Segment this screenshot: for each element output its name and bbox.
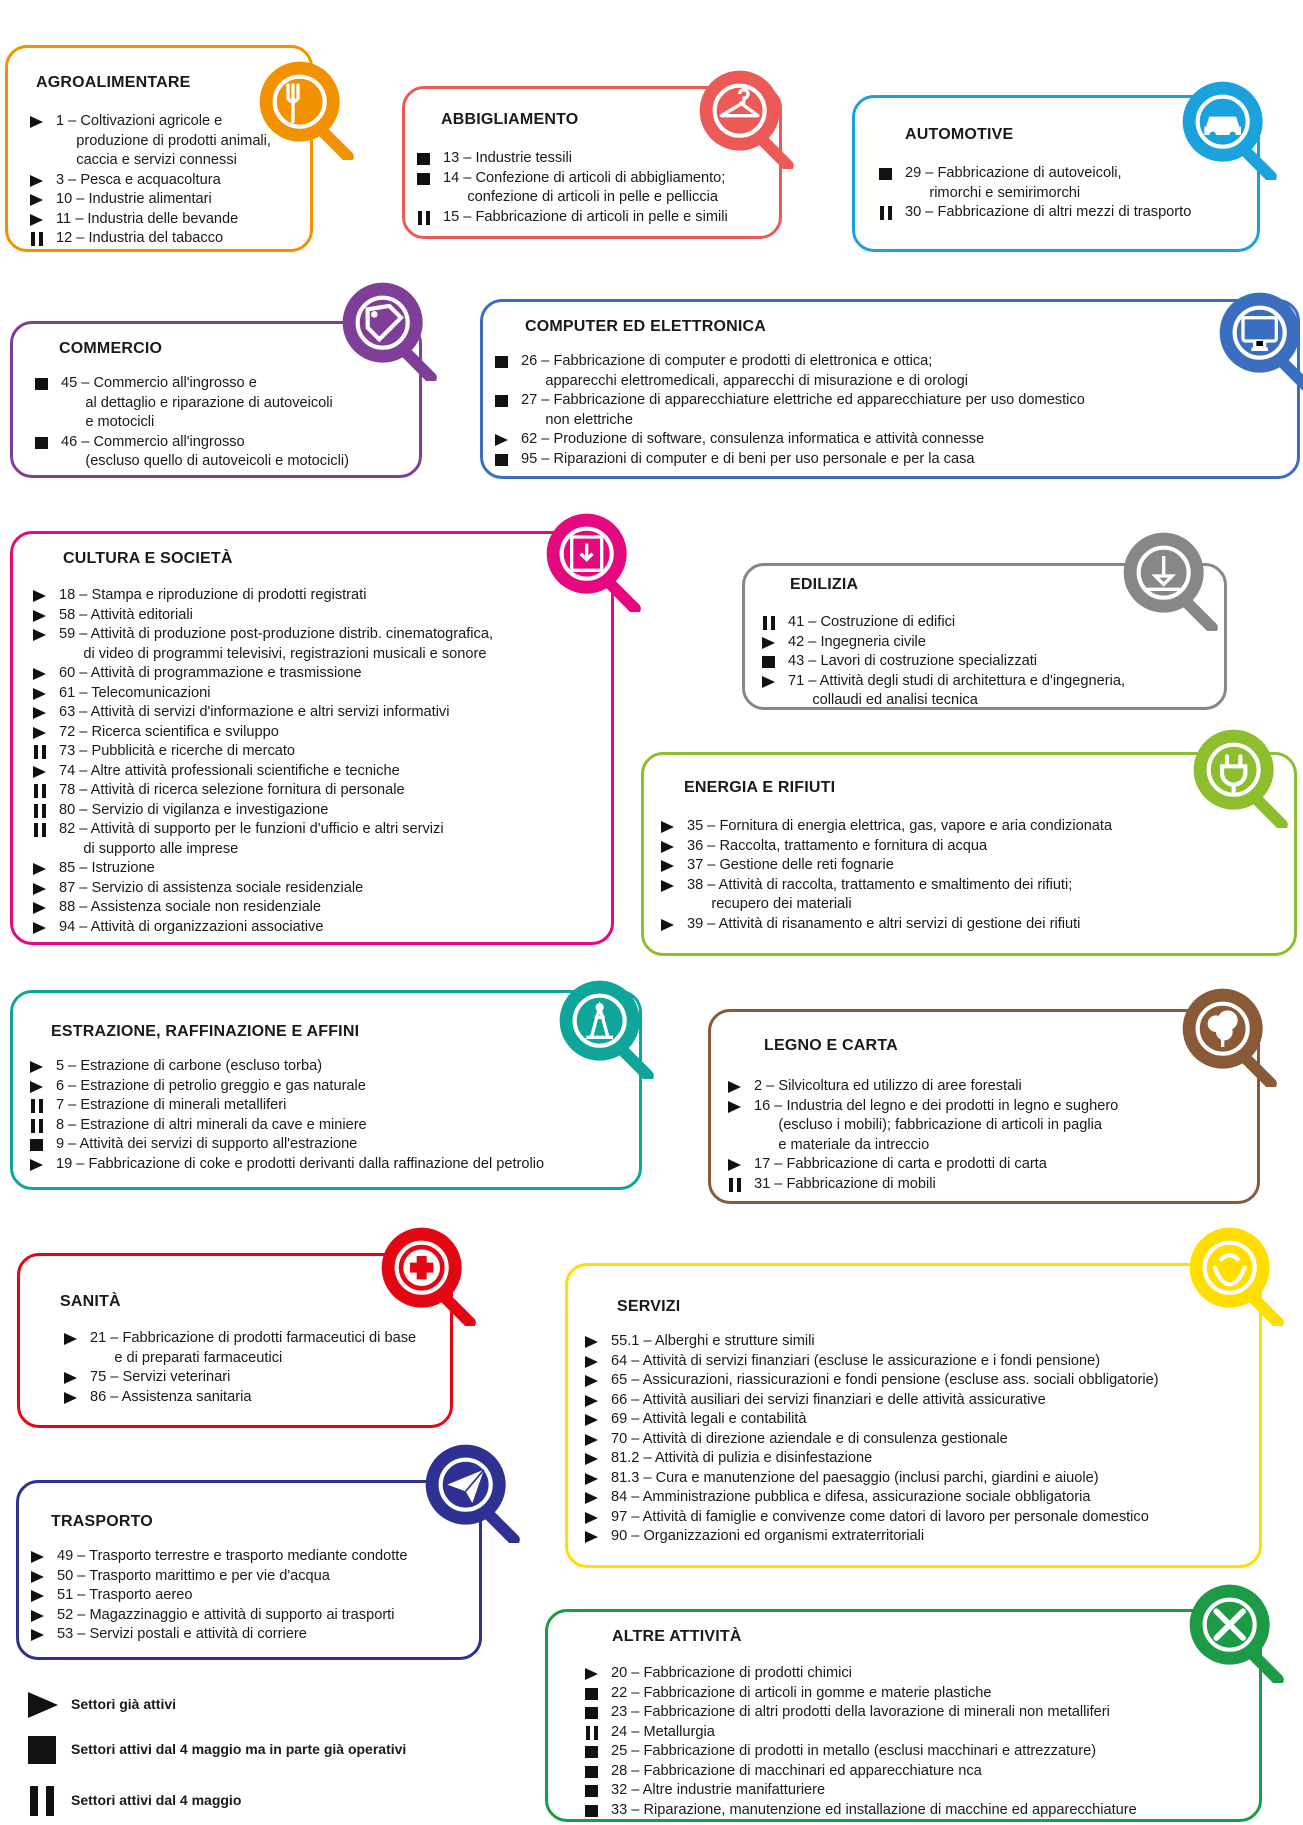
activity-text: 86 – Assistenza sanitaria (90, 1388, 252, 1405)
activity-text: 11 – Industria delle bevande (56, 210, 239, 227)
activity-item (31, 703, 493, 723)
activity-text: 80 – Servizio di vigilanza e investigazione (59, 801, 329, 818)
play-triangle-icon (30, 1061, 43, 1073)
activity-item (726, 1155, 1118, 1175)
black-square-icon (585, 1785, 598, 1797)
activity-text: 71 – Attività degli studi di architettura e d'ingegneria, collaudi ed analisi tecnica (788, 672, 1126, 708)
activity-text: 75 – Servizi veterinari (90, 1369, 231, 1385)
crane-icon (1122, 531, 1222, 631)
activity-text: 95 – Riparazioni di computer e di beni per uso personale e per la casa (521, 450, 975, 467)
activity-item (29, 1625, 407, 1645)
sector-activity-list (583, 1664, 1137, 1820)
play-triangle-icon (33, 707, 46, 719)
play-triangle-icon (585, 1375, 598, 1387)
activity-item (31, 918, 493, 938)
play-triangle-icon (30, 1159, 43, 1171)
play-triangle-icon (31, 1629, 44, 1641)
play-triangle-icon (585, 1531, 598, 1543)
activity-text: 28 – Fabbricazione di macchinari ed apparecchiature nca (611, 1762, 982, 1779)
activity-text: 20 – Fabbricazione di prodotti chimici (611, 1665, 852, 1681)
activity-text: 43 – Lavori di costruzione specializzati (788, 653, 1038, 669)
activity-text: 9 – Attività dei servizi di supporto all'estrazione (56, 1136, 358, 1152)
activity-item (760, 633, 1125, 653)
activity-item (877, 203, 1191, 223)
activity-text: 81.2 – Attività di pulizia e disinfestazione (611, 1450, 873, 1466)
activity-text: 51 – Trasporto aereo (57, 1587, 193, 1603)
sector-title: ESTRAZIONE, RAFFINAZIONE E AFFINI (51, 1023, 360, 1040)
activity-item (659, 817, 1112, 837)
play-triangle-icon (64, 1392, 77, 1404)
activity-item (33, 374, 349, 433)
play-triangle-icon (33, 590, 46, 602)
legend-label: Settori attivi dal 4 maggio ma in parte già operativi (71, 1741, 407, 1757)
play-triangle-icon (585, 1473, 598, 1485)
activity-item (28, 1116, 544, 1136)
activity-item (29, 1606, 407, 1626)
activity-item (62, 1388, 416, 1408)
sector-card-altre-attività (545, 1609, 1262, 1822)
activity-text: 37 – Gestione delle reti fognarie (687, 857, 894, 873)
activity-item (31, 879, 493, 899)
sector-card-energia-e-rifiuti (641, 752, 1297, 956)
activity-item (726, 1077, 1118, 1097)
play-triangle-icon (33, 922, 46, 934)
activity-item (493, 352, 1085, 391)
activity-text: 29 – Fabbricazione di autoveicoli, rimorchi e semirimorchi (905, 165, 1122, 201)
play-triangle-icon (585, 1492, 598, 1504)
play-triangle-icon (33, 668, 46, 680)
play-triangle-icon (585, 1434, 598, 1446)
pause-bars-icon (417, 211, 431, 223)
activity-item (28, 1096, 544, 1116)
sector-title: COMMERCIO (59, 340, 163, 357)
sector-card-servizi (565, 1263, 1262, 1568)
activity-text: 46 – Commercio all'ingrosso (escluso quello di autoveicoli e motocicli) (61, 433, 349, 469)
activity-item (583, 1527, 1159, 1547)
play-triangle-icon (33, 863, 46, 875)
activity-item (583, 1332, 1159, 1352)
activity-text: 97 – Attività di famiglie e convivenze come datori di lavoro per personale domestico (611, 1508, 1149, 1525)
medical-cross-icon (380, 1226, 480, 1326)
hanger-icon (698, 69, 798, 169)
activity-text: 66 – Attività ausiliari dei servizi finanziari e delle attività assicurative (611, 1391, 1046, 1408)
activity-text: 6 – Estrazione di petrolio greggio e gas naturale (56, 1077, 366, 1094)
activity-item (726, 1175, 1118, 1195)
sector-card-commercio (10, 321, 422, 478)
activity-item (28, 1135, 544, 1155)
play-triangle-icon (661, 821, 674, 833)
sector-title: EDILIZIA (790, 576, 859, 593)
activity-text: 3 – Pesca e acquacoltura (56, 171, 221, 188)
black-square-icon (35, 437, 48, 449)
play-triangle-icon (661, 860, 674, 872)
activity-item (29, 1586, 407, 1606)
activity-text: 85 – Istruzione (59, 860, 155, 876)
activity-text: 69 – Attività legali e contabilità (611, 1411, 807, 1427)
play-triangle-icon (31, 1551, 44, 1563)
activity-text: 39 – Attività di risanamento e altri servizi di gestione dei rifiuti (687, 915, 1081, 932)
activity-item (415, 169, 728, 208)
activity-item (31, 762, 493, 782)
power-plug-icon (1192, 728, 1292, 828)
sector-card-edilizia (742, 563, 1227, 710)
oil-pump-icon (558, 979, 658, 1079)
activity-text: 16 – Industria del legno e dei prodotti in legno e sughero (escluso i mobili); fabbricazione di articoli in paglia e materiale da intreccio (754, 1097, 1119, 1153)
sector-activity-list (493, 352, 1085, 469)
sector-title: ALTRE ATTIVITÀ (612, 1628, 742, 1645)
activity-item (583, 1430, 1159, 1450)
sector-title: CULTURA E SOCIETÀ (63, 550, 233, 567)
activity-item (28, 190, 271, 210)
activity-text: 12 – Industria del tabacco (56, 230, 224, 246)
activity-item (583, 1469, 1159, 1489)
book-icon (545, 512, 645, 612)
activity-text: 52 – Magazzinaggio e attività di supporto ai trasporti (57, 1606, 395, 1623)
legend-label: Settori attivi dal 4 maggio (71, 1792, 242, 1808)
play-triangle-icon (33, 883, 46, 895)
activity-text: 62 – Produzione di software, consulenza informatica e attività connesse (521, 431, 985, 447)
play-triangle-icon (33, 629, 46, 641)
activity-text: 41 – Costruzione di edifici (788, 614, 956, 630)
sector-title: SERVIZI (617, 1298, 681, 1315)
activity-text: 82 – Attività di supporto per le funzioni d'ufficio e altri servizi di supporto alle imprese (59, 821, 444, 857)
activity-item (31, 625, 493, 664)
black-square-icon (30, 1139, 43, 1151)
activity-item (583, 1781, 1137, 1801)
activity-text: 60 – Attività di programmazione e trasmissione (59, 665, 362, 681)
activity-text: 36 – Raccolta, trattamento e fornitura di acqua (687, 837, 988, 854)
sector-card-agroalimentare (5, 45, 313, 252)
play-triangle-icon (30, 194, 43, 206)
sector-card-computer-ed-elettronica (480, 299, 1300, 479)
activity-item (31, 684, 493, 704)
activity-item (583, 1664, 1137, 1684)
black-square-icon (585, 1688, 598, 1700)
play-triangle-icon (28, 1692, 58, 1718)
activity-item (493, 391, 1085, 430)
play-triangle-icon (585, 1668, 598, 1680)
activity-item (726, 1097, 1118, 1156)
sector-title: TRASPORTO (51, 1513, 153, 1530)
black-square-icon (417, 153, 430, 165)
sector-activity-list (33, 374, 349, 472)
activity-text: 31 – Fabbricazione di mobili (754, 1175, 936, 1192)
activity-item (760, 613, 1125, 633)
activity-text: 38 – Attività di raccolta, trattamento e smaltimento dei rifiuti; recupero dei materiali (687, 876, 1073, 912)
play-triangle-icon (728, 1101, 741, 1113)
activity-item (583, 1488, 1159, 1508)
hands-icon (1188, 1226, 1288, 1326)
activity-item (659, 856, 1112, 876)
fork-knife-icon (258, 60, 358, 160)
activity-item (583, 1703, 1137, 1723)
activity-item (415, 149, 728, 169)
play-triangle-icon (585, 1356, 598, 1368)
play-triangle-icon (661, 880, 674, 892)
activity-text: 27 – Fabbricazione di apparecchiature elettriche ed apparecchiature per uso domestico non elettriche (521, 392, 1085, 428)
pause-bars-icon (30, 232, 44, 244)
black-square-icon (417, 173, 430, 185)
play-triangle-icon (31, 1571, 44, 1583)
pause-bars-icon (762, 616, 776, 628)
pause-bars-icon (33, 823, 47, 835)
sector-card-abbigliamento (402, 86, 782, 239)
activity-item (31, 723, 493, 743)
activity-item (62, 1368, 416, 1388)
activity-text: 70 – Attività di direzione aziendale e di consulenza gestionale (611, 1430, 1008, 1447)
activity-item (29, 1547, 407, 1567)
activity-item (31, 820, 493, 859)
activity-text: 22 – Fabbricazione di articoli in gomme e materie plastiche (611, 1684, 992, 1701)
play-triangle-icon (661, 841, 674, 853)
sector-card-cultura-e-società (10, 531, 614, 945)
activity-text: 78 – Attività di ricerca selezione fornitura di personale (59, 782, 405, 798)
pause-bars-icon (30, 1099, 44, 1111)
activity-text: 33 – Riparazione, manutenzione ed installazione di macchine ed apparecchiature (611, 1801, 1137, 1818)
sector-activity-list (760, 613, 1125, 711)
play-triangle-icon (728, 1159, 741, 1171)
activity-item (415, 208, 728, 228)
activity-item (583, 1410, 1159, 1430)
sector-activity-list (31, 586, 493, 937)
activity-text: 72 – Ricerca scientifica e sviluppo (59, 723, 279, 740)
play-triangle-icon (33, 688, 46, 700)
activity-item (583, 1508, 1159, 1528)
sector-activity-list (28, 1057, 544, 1174)
activity-text: 35 – Fornitura di energia elettrica, gas, vapore e aria condizionata (687, 818, 1113, 834)
activity-text: 58 – Attività editoriali (59, 606, 193, 623)
black-square-icon (585, 1746, 598, 1758)
black-square-icon (495, 356, 508, 368)
activity-item (28, 171, 271, 191)
sector-title: COMPUTER ED ELETTRONICA (525, 318, 767, 335)
activity-item (583, 1449, 1159, 1469)
activity-item (493, 450, 1085, 470)
sector-title: SANITÀ (60, 1293, 121, 1310)
activity-text: 5 – Estrazione di carbone (escluso torba) (56, 1058, 323, 1074)
activity-item (659, 876, 1112, 915)
pause-bars-icon (28, 1786, 56, 1816)
sector-activity-list (583, 1332, 1159, 1547)
activity-item (583, 1391, 1159, 1411)
activity-item (29, 1567, 407, 1587)
play-triangle-icon (585, 1453, 598, 1465)
activity-item (493, 430, 1085, 450)
black-square-icon (28, 1736, 56, 1764)
sector-activity-list (415, 149, 728, 227)
activity-item (31, 801, 493, 821)
price-tag-icon (341, 281, 441, 381)
activity-text: 13 – Industrie tessili (443, 150, 572, 166)
activity-item (583, 1742, 1137, 1762)
computer-monitor-icon (1218, 291, 1303, 391)
activity-text: 24 – Metallurgia (611, 1723, 715, 1740)
activity-item (31, 664, 493, 684)
sector-title: LEGNO E CARTA (764, 1037, 898, 1054)
sector-card-sanità (17, 1253, 453, 1428)
activity-item (31, 781, 493, 801)
play-triangle-icon (30, 175, 43, 187)
activity-text: 30 – Fabbricazione di altri mezzi di trasporto (905, 204, 1192, 220)
legend-label: Settori già attivi (71, 1696, 177, 1712)
play-triangle-icon (33, 766, 46, 778)
play-triangle-icon (762, 676, 775, 688)
activity-text: 15 – Fabbricazione di articoli in pelle e simili (443, 208, 728, 225)
black-square-icon (762, 656, 775, 668)
sector-activity-list (62, 1329, 416, 1407)
activity-item (760, 652, 1125, 672)
activity-text: 50 – Trasporto marittimo e per vie d'acqua (57, 1567, 330, 1584)
activity-text: 32 – Altre industrie manifatturiere (611, 1782, 826, 1798)
sector-activity-list (28, 112, 271, 249)
activity-text: 2 – Silvicoltura ed utilizzo di aree forestali (754, 1078, 1022, 1094)
activity-text: 65 – Assicurazioni, riassicurazioni e fondi pensione (escluse ass. sociali obbligatorie) (611, 1372, 1159, 1388)
activity-text: 23 – Fabbricazione di altri prodotti della lavorazione di minerali non metalliferi (611, 1704, 1110, 1720)
activity-text: 17 – Fabbricazione di carta e prodotti di carta (754, 1156, 1047, 1172)
activity-item (583, 1723, 1137, 1743)
activity-text: 63 – Attività di servizi d'informazione e altri servizi informativi (59, 704, 450, 720)
activity-text: 19 – Fabbricazione di coke e prodotti derivanti dalla raffinazione del petrolio (56, 1155, 545, 1172)
black-square-icon (35, 378, 48, 390)
activity-text: 55.1 – Alberghi e strutture simili (611, 1333, 815, 1349)
sector-card-trasporto (16, 1480, 482, 1660)
play-triangle-icon (585, 1395, 598, 1407)
activity-item (31, 606, 493, 626)
activity-text: 88 – Assistenza sociale non residenziale (59, 899, 322, 915)
activity-text: 90 – Organizzazioni ed organismi extraterritoriali (611, 1528, 925, 1544)
legend (28, 1690, 468, 1820)
play-triangle-icon (728, 1081, 741, 1093)
car-icon (1181, 80, 1281, 180)
activity-text: 26 – Fabbricazione di computer e prodotti di elettronica e ottica; apparecchi elettromedicali, apparecchi di misurazione e di orologi (521, 353, 968, 389)
pause-bars-icon (33, 745, 47, 757)
play-triangle-icon (585, 1414, 598, 1426)
activity-text: 14 – Confezione di articoli di abbigliamento; confezione di articoli in pelle e pelliccia (443, 169, 726, 205)
activity-item (31, 898, 493, 918)
activity-item (28, 229, 271, 249)
activity-item (28, 210, 271, 230)
play-triangle-icon (585, 1336, 598, 1348)
sector-activity-list (877, 164, 1191, 223)
black-square-icon (495, 395, 508, 407)
black-square-icon (495, 454, 508, 466)
activity-text: 8 – Estrazione di altri minerali da cave e miniere (56, 1116, 367, 1133)
black-square-icon (585, 1707, 598, 1719)
play-triangle-icon (64, 1372, 77, 1384)
activity-text: 49 – Trasporto terrestre e trasporto mediante condotte (57, 1548, 408, 1564)
sector-title: AGROALIMENTARE (36, 74, 191, 91)
activity-text: 18 – Stampa e riproduzione di prodotti registrati (59, 587, 367, 603)
pause-bars-icon (728, 1178, 742, 1190)
play-triangle-icon (585, 1512, 598, 1524)
activity-text: 84 – Amministrazione pubblica e difesa, assicurazione sociale obbligatoria (611, 1489, 1091, 1505)
sector-title: ENERGIA E RIFIUTI (684, 779, 836, 796)
activity-item (583, 1801, 1137, 1821)
black-square-icon (585, 1805, 598, 1817)
sector-activity-list (29, 1547, 407, 1645)
activity-item (583, 1762, 1137, 1782)
activity-item (583, 1371, 1159, 1391)
sector-activity-list (659, 817, 1112, 934)
pause-bars-icon (879, 206, 893, 218)
activity-item (28, 112, 271, 171)
activity-text: 94 – Attività di organizzazioni associative (59, 918, 324, 935)
pause-bars-icon (585, 1726, 599, 1738)
tools-icon (1188, 1583, 1288, 1683)
activity-item (28, 1057, 544, 1077)
pause-bars-icon (33, 784, 47, 796)
activity-item (33, 433, 349, 472)
activity-text: 42 – Ingegneria civile (788, 633, 926, 650)
activity-text: 61 – Telecomunicazioni (59, 684, 211, 701)
pause-bars-icon (33, 804, 47, 816)
activity-item (760, 672, 1125, 711)
activity-text: 7 – Estrazione di minerali metalliferi (56, 1097, 287, 1113)
activity-text: 81.3 – Cura e manutenzione del paesaggio (inclusi parchi, giardini e aiuole) (611, 1469, 1099, 1486)
activity-item (659, 915, 1112, 935)
activity-text: 64 – Attività di servizi finanziari (escluse le assicurazione e i fondi pensione) (611, 1352, 1101, 1369)
black-square-icon (879, 168, 892, 180)
paper-plane-icon (424, 1443, 524, 1543)
play-triangle-icon (762, 637, 775, 649)
play-triangle-icon (495, 434, 508, 446)
activity-text: 1 – Coltivazioni agricole e produzione di prodotti animali, caccia e servizi connessi (56, 113, 271, 168)
activity-item (583, 1352, 1159, 1372)
play-triangle-icon (30, 1081, 43, 1093)
play-triangle-icon (33, 902, 46, 914)
activity-item (28, 1077, 544, 1097)
activity-item (877, 164, 1191, 203)
activity-text: 10 – Industrie alimentari (56, 191, 212, 207)
sector-title: ABBIGLIAMENTO (441, 111, 579, 128)
tree-icon (1181, 987, 1281, 1087)
activity-item (31, 859, 493, 879)
sector-card-automotive (852, 95, 1260, 252)
activity-item (31, 586, 493, 606)
black-square-icon (585, 1766, 598, 1778)
activity-item (62, 1329, 416, 1368)
pause-bars-icon (30, 1119, 44, 1131)
activity-text: 25 – Fabbricazione di prodotti in metallo (esclusi macchinari e attrezzature) (611, 1743, 1097, 1759)
play-triangle-icon (31, 1590, 44, 1602)
sector-card-legno-e-carta (708, 1009, 1260, 1204)
play-triangle-icon (661, 919, 674, 931)
activity-text: 74 – Altre attività professionali scientifiche e tecniche (59, 762, 400, 779)
activity-text: 59 – Attività di produzione post-produzione distrib. cinematografica, di video di programmi televisivi, registrazioni musicali e sonore (59, 626, 494, 662)
activity-text: 87 – Servizio di assistenza sociale residenziale (59, 879, 364, 896)
activity-text: 45 – Commercio all'ingrosso e al dettaglio e riparazione di autoveicoli e motocicli (61, 375, 333, 430)
play-triangle-icon (30, 116, 43, 128)
activity-text: 21 – Fabbricazione di prodotti farmaceutici di base e di preparati farmaceutici (90, 1330, 417, 1366)
play-triangle-icon (30, 214, 43, 226)
sector-title: AUTOMOTIVE (905, 126, 1014, 143)
play-triangle-icon (31, 1610, 44, 1622)
activity-item (583, 1684, 1137, 1704)
activity-text: 73 – Pubblicità e ricerche di mercato (59, 743, 296, 759)
activity-item (28, 1155, 544, 1175)
activity-item (659, 837, 1112, 857)
play-triangle-icon (33, 610, 46, 622)
sector-card-estrazione-raffinazione-e-affini (10, 990, 642, 1190)
activity-text: 53 – Servizi postali e attività di corriere (57, 1626, 307, 1642)
play-triangle-icon (33, 727, 46, 739)
play-triangle-icon (64, 1333, 77, 1345)
activity-item (31, 742, 493, 762)
sector-activity-list (726, 1077, 1118, 1194)
